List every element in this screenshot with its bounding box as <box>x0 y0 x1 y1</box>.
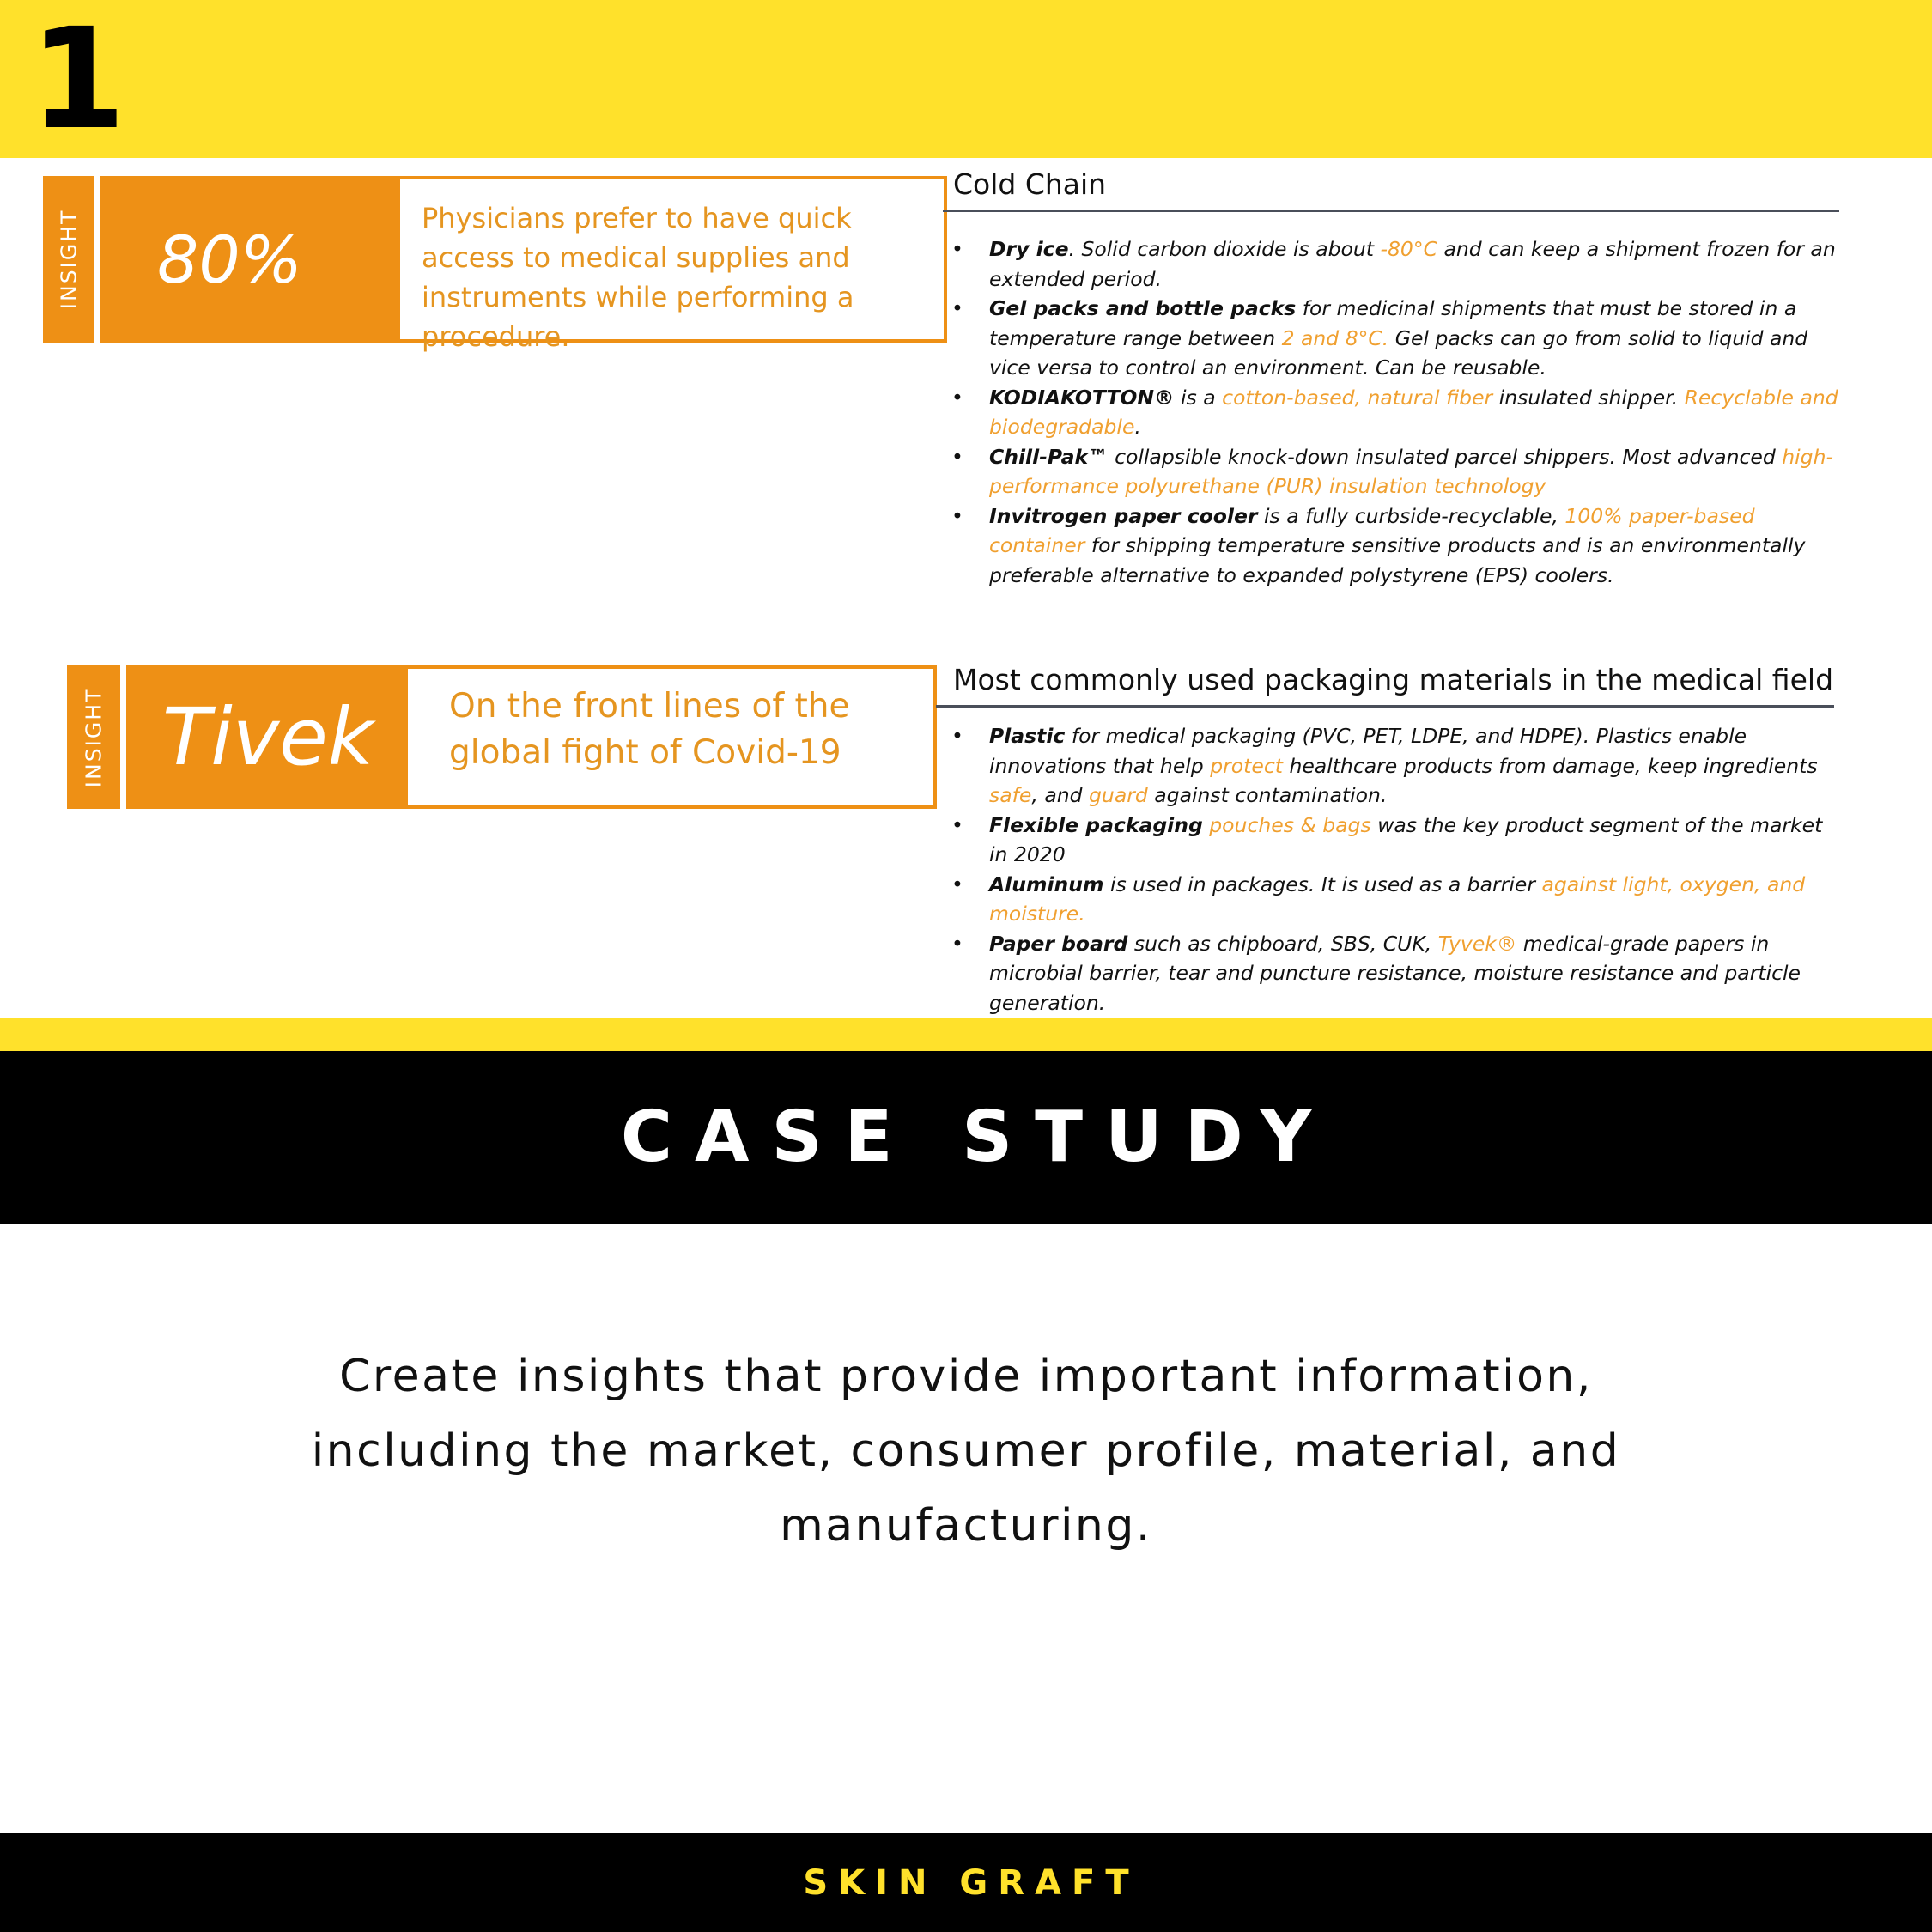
item-text: . <box>1134 415 1141 439</box>
packaging-section <box>936 663 1834 1018</box>
item-text: for shipping temperature sensitive products and is an environmentally preferable alternative to expanded polystyrene (EPS) coolers. <box>989 533 1806 587</box>
item-text: for medical packaging (PVC, PET, LDPE, and HDPE). Plastics enable innovations that help <box>989 724 1747 778</box>
item-text: healthcare products from damage, keep ingredients <box>1282 753 1818 778</box>
insight-description: Physicians prefer to have quick access to medical supplies and instruments while performing a procedure. <box>400 176 947 343</box>
summary-text: Create insights that provide important information, including the market, consumer profile, material, and manufacturing. <box>311 1351 1621 1552</box>
list-item <box>951 721 1834 811</box>
list-item <box>951 811 1834 870</box>
footer-band <box>0 1833 1932 1932</box>
item-term: Plastic <box>989 724 1066 748</box>
packaging-list <box>951 721 1834 1018</box>
cold-chain-section <box>943 167 1839 590</box>
item-highlight: Tyvek® <box>1437 931 1517 956</box>
item-text: against contamination. <box>1147 783 1388 807</box>
list-item <box>951 234 1839 294</box>
item-highlight: -80°C <box>1380 237 1438 261</box>
item-term: Paper board <box>989 931 1128 956</box>
list-item <box>951 294 1839 383</box>
item-term: KODIAKOTTON® <box>989 385 1175 410</box>
item-text: , and <box>1031 783 1090 807</box>
item-text: is a <box>1174 385 1223 410</box>
item-highlight: 100% paper-based container <box>989 503 1755 557</box>
item-text: was the key product segment of the market in 2020 <box>989 812 1823 866</box>
insight-tab <box>43 176 94 343</box>
item-term: Flexible packaging <box>989 812 1203 837</box>
item-text: and can keep a shipment frozen for an extended period. <box>989 237 1836 291</box>
item-text: such as chipboard, SBS, CUK, <box>1127 931 1438 956</box>
item-highlight: Recyclable and biodegradable <box>989 385 1838 439</box>
list-item <box>951 383 1839 442</box>
yellow-divider <box>0 1018 1932 1051</box>
cold-chain-title: Cold Chain <box>943 167 1839 212</box>
insight-description: On the front lines of the global fight of Covid-19 <box>408 665 937 809</box>
packaging-title: Most commonly used packaging materials in the medical field <box>936 663 1834 708</box>
item-text: Gel packs can go from solid to liquid and vice versa to control an environment. Can be reusable. <box>989 325 1808 380</box>
item-highlight: guard <box>1089 783 1148 807</box>
case-study-band <box>0 1051 1932 1224</box>
list-item <box>951 929 1834 1018</box>
item-highlight: cotton-based, natural fiber <box>1222 385 1493 410</box>
item-highlight: safe <box>989 783 1032 807</box>
item-term: Dry ice <box>989 237 1069 261</box>
list-item <box>951 442 1839 501</box>
item-term: Aluminum <box>989 872 1104 896</box>
insight-stat: 80% <box>100 176 404 343</box>
item-text: . Solid carbon dioxide is about <box>1068 237 1381 261</box>
item-term: Invitrogen paper cooler <box>989 503 1258 528</box>
footer-title: SKIN GRAFT <box>803 1862 1139 1903</box>
insight-stat: Tivek <box>126 665 412 809</box>
top-band <box>0 0 1932 161</box>
list-item <box>951 870 1834 929</box>
item-highlight: protect <box>1210 753 1283 778</box>
item-text: medical-grade papers in microbial barrier, tear and puncture resistance, moisture resistance and particle generation. <box>989 931 1801 1015</box>
insight-tab <box>67 665 120 809</box>
item-text: is a fully curbside-recyclable, <box>1257 503 1565 528</box>
insight-tab-label: INSIGHT <box>56 209 82 310</box>
insight-tab-label: INSIGHT <box>81 687 106 787</box>
item-term: Chill-Pak™ <box>989 444 1109 469</box>
item-text: is used in packages. It is used as a barrier <box>1103 872 1542 896</box>
item-highlight: pouches & bags <box>1209 812 1371 837</box>
page-number: 1 <box>29 0 126 161</box>
case-study-heading: CASE STUDY <box>620 1097 1334 1178</box>
item-text: for medicinal shipments that must be stored in a temperature range between <box>989 296 1797 350</box>
item-text: insulated shipper. <box>1492 385 1685 410</box>
list-item <box>951 501 1839 591</box>
item-term: Gel packs and bottle packs <box>989 296 1297 320</box>
item-highlight: high-performance polyurethane (PUR) insulation technology <box>989 444 1833 498</box>
item-highlight: against light, oxygen, and moisture. <box>989 872 1806 926</box>
item-text: collapsible knock-down insulated parcel shippers. Most advanced <box>1108 444 1783 469</box>
item-highlight: 2 and 8°C. <box>1281 325 1389 350</box>
cold-chain-list <box>951 234 1839 590</box>
